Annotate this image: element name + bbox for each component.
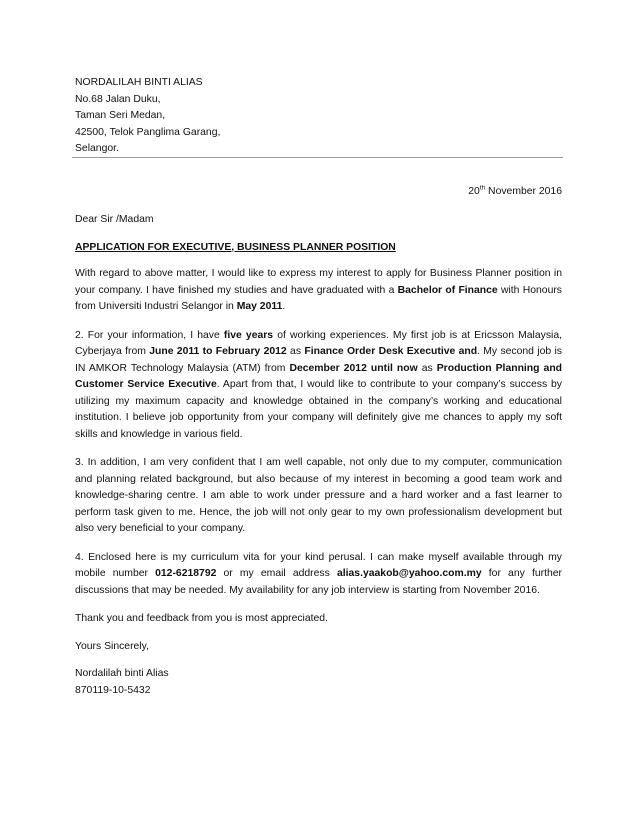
- letter-date: [468, 184, 562, 200]
- paragraph-text: of working experiences. My first job is at Ericsson Malaysia, Cyberjaya from: [75, 329, 562, 357]
- signature-name: Nordalilah binti Alias: [75, 668, 169, 679]
- subject-line: APPLICATION FOR EXECUTIVE, BUSINESS PLANNER POSITION: [75, 241, 396, 253]
- salutation: Dear Sir /Madam: [75, 214, 154, 225]
- paragraph-text: 4. Enclosed here is my curriculum vita for your kind perusal. I can make myself available through my mobile number: [75, 551, 562, 579]
- sender-address-line: Selangor.: [75, 143, 119, 154]
- paragraph-bold-text: Finance Order Desk Executive and: [304, 346, 478, 357]
- paragraph-bold-text: May 2011: [236, 301, 283, 312]
- sender-address-line: No.68 Jalan Duku,: [75, 93, 161, 105]
- sender-address-line: 42500, Telok Panglima Garang,: [75, 126, 221, 138]
- paragraph-bold-text: June 2011 to February 2012: [149, 346, 287, 357]
- paragraph-introduction: [75, 266, 562, 316]
- date-day: 20: [468, 186, 480, 197]
- paragraph-bold-text: Bachelor of Finance: [397, 284, 498, 296]
- paragraph-text: as: [286, 346, 305, 357]
- complimentary-close: Yours Sincerely,: [75, 640, 149, 652]
- sender-name: NORDALILAH BINTI ALIAS: [75, 77, 203, 88]
- mobile-number: 012-6218792: [155, 568, 217, 579]
- paragraph-text: or my email address: [216, 568, 337, 579]
- thanks-line: Thank you and feedback from you is most appreciated.: [75, 613, 328, 624]
- paragraph-text: . Apart from that, I would like to contribute to your company’s success by utilizing my maximum capacity and knowledge obtained in the company’s working and educational institution. I believe job opportunity from your company will definitely give me chances to apply my soft skills and knowledge in various field.: [75, 379, 562, 440]
- paragraph-text: for any further discussions that may be needed. My availability for any job interview is starting from November 2016.: [75, 568, 562, 596]
- sender-address-line: Taman Seri Medan,: [75, 110, 166, 121]
- letter-body: [75, 212, 562, 699]
- date-month-year: November 2016: [485, 186, 562, 197]
- signature-block: [75, 666, 562, 699]
- paragraph-bold-text: Production Planning and Customer Service Executive: [75, 362, 563, 390]
- sender-address-block: [75, 75, 562, 158]
- signature-id-number: 870119-10-5432: [75, 684, 151, 696]
- paragraph-text: with Honours from Universiti Industri Selangor in: [75, 284, 563, 312]
- date-day-suffix: th: [479, 184, 486, 192]
- paragraph-bold-text: December 2012 until now: [289, 362, 418, 374]
- paragraph-text: . My second job is IN AMKOR Technology Malaysia (ATM) from: [75, 346, 562, 374]
- paragraph-text: 2. For your information, I have: [75, 329, 224, 341]
- paragraph-text: as: [417, 362, 437, 374]
- paragraph-experience: [75, 328, 562, 444]
- paragraph-contact: [75, 550, 562, 600]
- paragraph-capabilities: 3. In addition, I am very confident that I am well capable, not only due to my computer, communication and planning related background, but also because of my interest in becoming a good team work and knowledge-sharing centre. I am able to work under pressure and a hard worker and a fast learner to perform task given to me. Hence, the job will not only gear to my own professionalism development but also very beneficial to your company.: [75, 457, 562, 534]
- header-divider: [72, 157, 563, 158]
- paragraph-text: .: [282, 301, 286, 312]
- paragraph-bold-text: five years: [223, 329, 274, 341]
- email-address: alias.yaakob@yahoo.com.my: [336, 568, 482, 579]
- paragraph-text: With regard to above matter, I would like to express my interest to apply for Business Planner position in your company. I have finished my studies and have graduated with a: [75, 268, 562, 296]
